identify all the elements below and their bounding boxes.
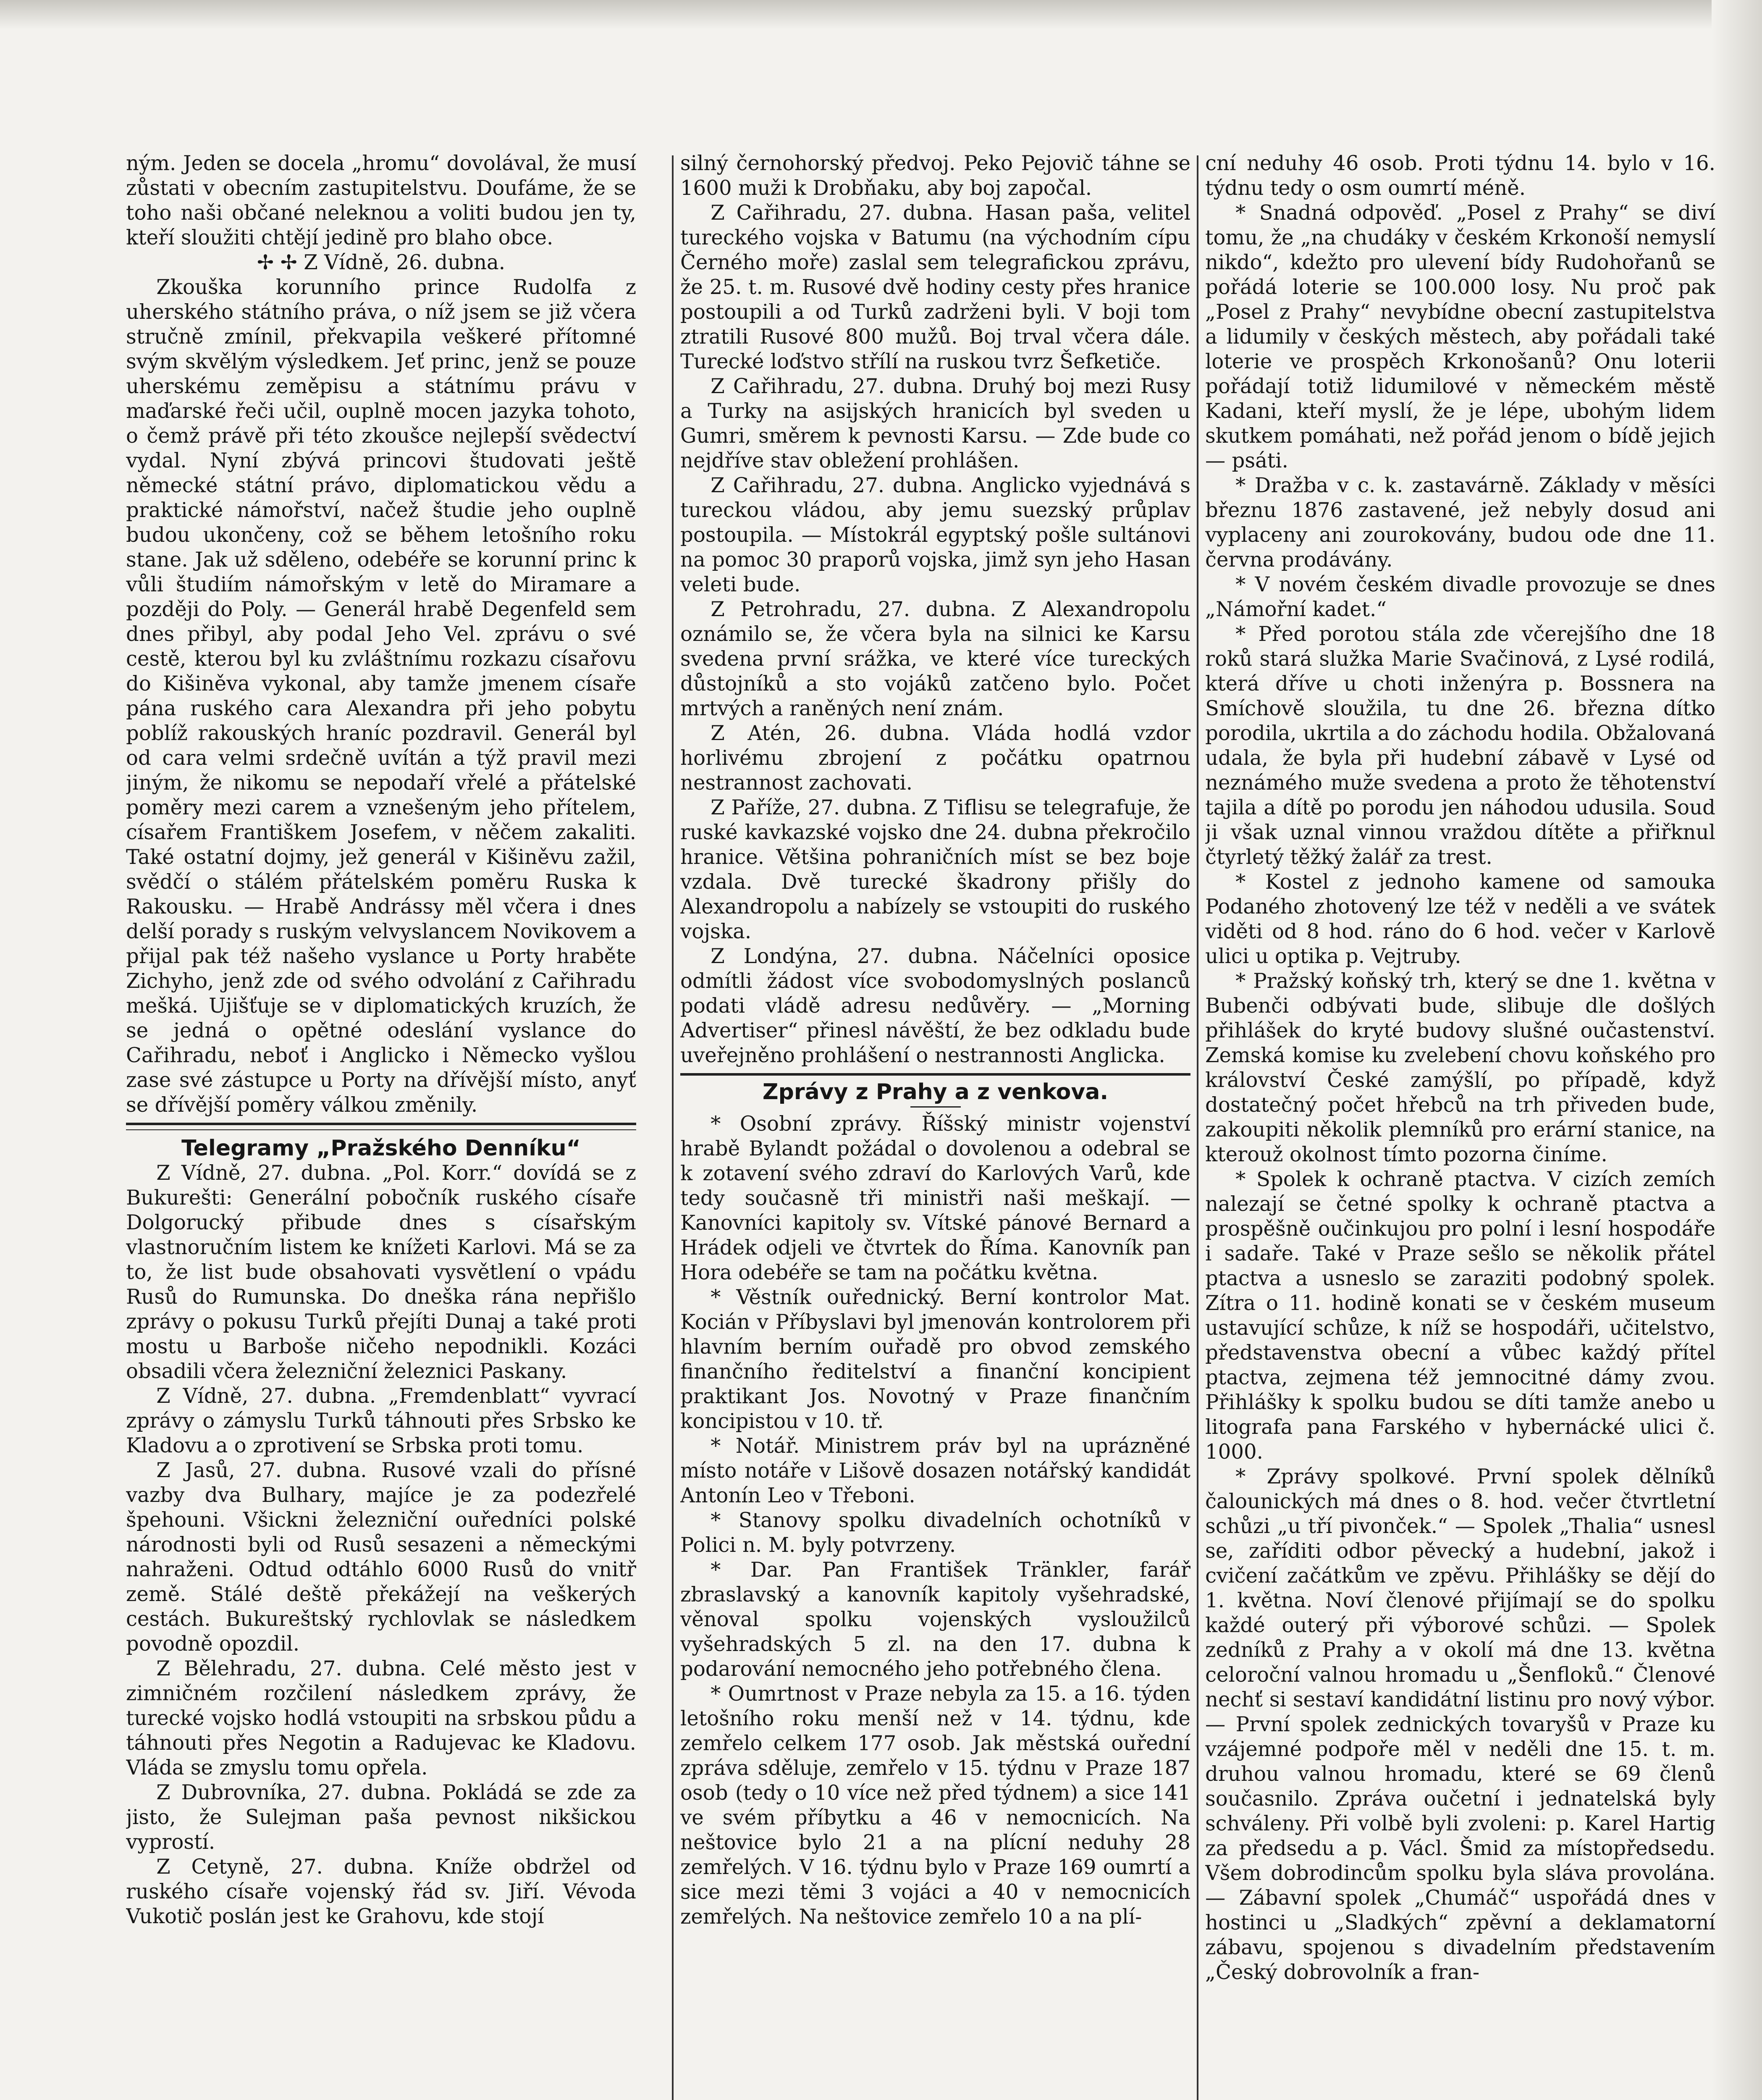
news-item: * Věstník ouřednický. Berní kontrolor Mat. Kocián v Příbyslavi byl jmenován kontrolorem při hlavním berním ouřadě pro obvod zemského finančního ředitelství a finanční koncipient praktikant Jos. Novotný v Praze finančním koncipistou v 10. tř.: [680, 1286, 1190, 1433]
column-2: [680, 151, 1190, 2100]
telegram-item: Z Cetyně, 27. dubna. Kníže obdržel od ruského císaře vojenský řád sv. Jiří. Vévoda Vukotič poslán jest ke Grahovu, kde stojí: [126, 1855, 636, 1928]
news-item: * Osobní zprávy. Říšský ministr vojenství hrabě Bylandt požádal o dovolenou a odebral se k zotavení svého zdraví do Karlových Varů, kde tedy současně tři ministři naši meškají. — Kanovníci kapitoly sv. Vítské pánové Bernard a Hrádek odjeli ve čtvrtek do Říma. Kanovník pan Hora odebéře se tam na počátku května.: [680, 1112, 1190, 1284]
section-heading-telegrams: Telegramy „Pražského Denníku“: [181, 1136, 581, 1161]
paragraph: silný černohorský předvoj. Peko Pejovič táhne se 1600 muži k Drobňaku, aby boj započal.: [680, 152, 1190, 200]
paragraph: cní neduhy 46 osob. Proti týdnu 14. bylo v 16. týdnu tedy o osm oumrtí méně.: [1205, 152, 1715, 200]
scan-right-edge: [1712, 0, 1762, 2100]
news-item: * Dar. Pan František Tränkler, farář zbraslavský a kanovník kapitoly vyšehradské, věnoval spolku vojenských vysloužilců vyšehradských 5 zl. na den 17. dubna k podarování nemocného jeho potřebného člena.: [680, 1558, 1190, 1681]
column-rule-1: [672, 155, 674, 2100]
news-item: * Snadná odpověď. „Posel z Prahy“ se diví tomu, že „na chudáky v českém Krkonoší nemyslí nikdo“, kdežto pro ulevení bídy Rudohořanů se pořádá loterie se 100.000 losy. Nu proč pak „Posel z Prahy“ nevybídne obecní zastupitelstva a lidumily v českých městech, aby pořádali také loterie ve prospěch Krkonošanů? Onu loterii pořádají totiž lidumilové v německém městě Kadani, kteří myslí, že je lépe, ubohým lidem skutkem pomáhati, než pořád jenom o bídě jejich — psáti.: [1205, 201, 1715, 472]
news-item: * Spolek k ochraně ptactva. V cizích zemích nalezají se četné spolky k ochraně ptactva a prospěšně oučinkujou pro polní i lesní hospodáře i sadaře. Také v Praze sešlo se několik přátel ptactva a usneslo se zaraziti podobný spolek. Zítra o 11. hodině konati se v českém museum ustavující schůze, k níž se hospodáři, učitelstvo, představenstva obecní a vůbec každý přítel ptactva, zejmena též jemnocitné dámy zvou. Přihlášky k spolku budou se díti tamže anebo u litografa pana Farského v hybernácké ulici č. 1000.: [1205, 1168, 1715, 1464]
news-item: * Stanovy spolku divadelních ochotníků v Polici n. M. byly potvrzeny.: [680, 1509, 1190, 1557]
telegram-item: Z Paříže, 27. dubna. Z Tiflisu se telegrafuje, že ruské kavkazské vojsko dne 24. dubna překročilo hranice. Většina pohraničních míst se bez boje vzdala. Dvě turecké škadrony přišly do Alexandropolu a nabízely se vstoupiti do ruského vojska.: [680, 796, 1190, 943]
news-item: * Zprávy spolkové. První spolek dělníků čalounických má dnes o 8. hod. večer čtvrtletní schůzi „u tří pivonček.“ — Spolek „Thalia“ usnesl se, zaříditi odbor pěvecký a hudební, jakož i cvičení začátkům ve zpěvu. Přihlášky se dějí do 1. května. Noví členové přijímají se do spolku každé outerý při výborové schůzi. — Spolek zedníků z Prahy a v okolí má dne 13. května celoroční valnou hromadu u „Šenfloků.“ Členové nechť si sestaví kandidátní listinu pro nový výbor. — První spolek zednických tovaryšů v Praze ku vzájemné podpoře měl v neděli dne 15. t. m. druhou valnou hromadu, které se 69 členů současnilo. Zpráva oučetní i jednatelská byly schváleny. Při volbě byli zvoleni: p. Karel Hartig za předsedu a p. Václ. Šmid za místopředsedu. Všem dobrodincům spolku byla sláva provolána. — Zábavní spolek „Chumáč“ uspořádá dnes v hostinci u „Sladkých“ zpěvní a deklamatorní zábavu, spojenou s divadelním představením „Český dobrovolník a fran-: [1205, 1465, 1715, 1984]
telegram-item: Z Vídně, 27. dubna. „Fremdenblatt“ vyvrací zprávy o zámyslu Turků táhnouti přes Srbsko ke Kladovu a o zprotivení se Srbska proti tomu.: [126, 1384, 636, 1457]
news-item: * V novém českém divadle provozuje se dnes „Námořní kadet.“: [1205, 573, 1715, 621]
section-rule-thin: [126, 1129, 636, 1130]
section-rule: [680, 1073, 1190, 1076]
telegram-item: Z Petrohradu, 27. dubna. Z Alexandropolu oznámilo se, že včera byla na silnici ke Karsu svedena první srážka, ve které více tureckých důstojníků a sto vojáků zatčeno bylo. Počet mrtvých a raněných není znám.: [680, 598, 1190, 720]
column-1: [126, 151, 636, 2100]
paragraph: ným. Jeden se docela „hromu“ dovolával, že musí zůstati v obecním zastupitelstvu. Doufáme, že se toho naši občané neleknou a voliti budou jen ty, kteří sloužiti chtějí jedině pro blaho obce.: [126, 152, 636, 249]
telegram-item: Z Cařihradu, 27. dubna. Hasan paša, velitel tureckého vojska v Batumu (na východním cípu Černého moře) zaslal sem telegrafickou zprávu, že 25. t. m. Rusové dvě hodiny cesty přes hranice postoupili a od Turků zadrženi byli. V boji tom ztratili Rusové 800 mužů. Boj trval včera dále. Turecké loďstvo střílí na ruskou tvrz Šefketiče.: [680, 201, 1190, 373]
news-item: * Oumrtnost v Praze nebyla za 15. a 16. týden letošního roku menší než v 14. týdnu, kde zemřelo celkem 177 osob. Jak městská ouřední zpráva sděluje, zemřelo v 15. týdnu v Praze 187 osob (tedy o 10 více než před týdnem) a sice 141 ve svém příbytku a 46 v nemocnicích. Na neštovice bylo 21 a na plícní neduhy 28 zemřelých. V 16. týdnu bylo v Praze 169 oumrtí a sice mezi těmi 3 vojáci a 40 v nemocnicích zemřelých. Na neštovice zemřelo 10 a na plí-: [680, 1682, 1190, 1929]
telegram-item: Z Vídně, 27. dubna. „Pol. Korr.“ dovídá se z Bukurešti: Generální pobočník ruského císaře Dolgorucký přibude dnes s císařským vlastnoručním listem ke knížeti Karlovi. Má se za to, že list bude obsahovati vysvětlení o vpádu Rusů do Rumunska. Do dneška rána nepřišlo zprávy o pokusu Turků přejíti Dunaj a také proti mostu u Barboše ničeho nepodnikli. Kozáci obsadili včera železniční železnici Paskany.: [126, 1161, 636, 1383]
news-item: * Pražský koňský trh, který se dne 1. května v Bubenči odbývati bude, slibuje dle došlých přihlášek do kryté budovy slušné oučastenství. Zemská komise ku zvelebení chovu koňského pro království České zamýšlí, po případě, když dostatečný počet hřebců na trh přiveden bude, zakoupiti několik plemníků pro erární stanice, na kterouž okolnost tímto pozorna činíme.: [1205, 969, 1715, 1166]
telegram-item: Z Atén, 26. dubna. Vláda hodlá vzdor horlivému zbrojení z počátku opatrnou nestrannost zachovati.: [680, 722, 1190, 795]
section-rule: [126, 1123, 636, 1125]
telegram-item: Z Cařihradu, 27. dubna. Druhý boj mezi Rusy a Turky na asijských hranicích byl sveden u Gumri, směrem k pevnosti Karsu. — Zde bude co nejdříve stav obležení prohlášen.: [680, 375, 1190, 472]
telegram-item: Z Jasů, 27. dubna. Rusové vzali do přísné vazby dva Bulhary, majíce je za podezřelé špehouni. Všickni železniční ouředníci polské národnosti byli od Rusů sesazeni a německými nahraženi. Odtud odtáhlo 6000 Rusů do vnitř země. Stálé deště překážejí na veškerých cestách. Bukureštský rychlovlak se následkem povodně opozdil.: [126, 1459, 636, 1656]
telegram-item: Z Bělehradu, 27. dubna. Celé město jest v zimničném rozčilení následkem zprávy, že turecké vojsko hodlá vstoupiti na srbskou půdu a táhnouti přes Negotin a Radujevac ke Kladovu. Vláda se zmyslu tomu opřela.: [126, 1657, 636, 1780]
column-3: [1205, 151, 1715, 2100]
news-item: * Kostel z jednoho kamene od samouka Podaného zhotovený lze též v neděli a ve svátek viděti od 8 hod. ráno do 6 hod. večer v Karlově ulici u optika p. Vejtruby.: [1205, 870, 1715, 968]
column-rule-2: [1197, 155, 1198, 2100]
scan-top-edge: [0, 0, 1762, 29]
news-item: * Před porotou stála zde včerejšího dne 18 roků stará služka Marie Svačinová, z Lysé rodilá, která dříve u choti inženýra p. Bossnera na Smíchově sloužila, tu dne 26. března dítko porodila, ukrtila a do záchodu hodila. Obžalovaná udala, že byla při hudební zábavě v Lysé od neznámého muže svedena a proto že těhotenství tajila a dítě po porodu jen náhodou udusila. Soud ji však uznal vinnou vraždou dítěte a přiřknul čtyrletý těžký žalář za trest.: [1205, 622, 1715, 869]
telegram-item: Z Londýna, 27. dubna. Náčelníci oposice odmítli žádost více svobodomyslných poslanců podati vládě adresu nedůvěry. — „Morning Advertiser“ přinesl návěští, že bez odkladu bude uveřejněno prohlášení o nestrannosti Anglicka.: [680, 945, 1190, 1067]
dateline-vienna: ✢ ✢ Z Vídně, 26. dubna.: [257, 251, 506, 274]
telegram-item: Z Dubrovníka, 27. dubna. Pokládá se zde za jisto, že Sulejman paša pevnost nikšickou vyprostí.: [126, 1781, 636, 1854]
news-item: * Dražba v c. k. zastavárně. Základy v měsíci březnu 1876 zastavené, jež nebyly dosud ani vyplaceny ani zourokovány, budou ode dne 11. června prodávány.: [1205, 474, 1715, 572]
telegram-item: Z Cařihradu, 27. dubna. Anglicko vyjednává s tureckou vládou, aby jemu suezský průplav postoupila. — Místokrál egyptský pošle sultánovi na pomoc 30 praporů vojska, jimž syn jeho Hasan veleti bude.: [680, 474, 1190, 596]
news-item: * Notář. Ministrem práv byl na uprázněné místo notáře v Lišově dosazen notářský kandidát Antonín Leo v Třeboni.: [680, 1434, 1190, 1507]
section-heading-prague-news: Zprávy z Prahy a z venkova.: [762, 1079, 1109, 1105]
paragraph: Zkouška korunního prince Rudolfa z uherského státního práva, o níž jsem se již včera stručně zmínil, překvapila veškeré přítomné svým skvělým výsledkem. Jeť princ, jenž se pouze uherskému zeměpisu a státnímu právu v maďarské řeči učil, ouplně mocen jazyka tohoto, o čemž právě při této zkoušce nejlepší svědectví vydal. Nyní zbývá princovi študovati ještě německé státní právo, diplomatickou vědu a praktické námořství, načež študie jeho ouplně budou ukončeny, což se během letošního roku stane. Jak už sděleno, odebéře se korunní princ k vůli študiím námořským v letě do Miramare a později do Poly. — Generál hrabě Degenfeld sem dnes přibyl, aby podal Jeho Vel. zprávu o své cestě, kterou byl ku zvláštnímu rozkazu císařovu do Kišiněva vykonal, aby tamže jmenem císaře pána ruského cara Alexandra při jeho pobytu poblíž rakouských hraníc pozdravil. Generál byl od cara velmi srdečně uvítán a týž pravil mezi jiným, že nikomu se nepodaří vřelé a přátelské poměry mezi carem a vznešeným jeho přítelem, císařem Františkem Josefem, v něčem zakaliti. Také ostatní dojmy, jež generál v Kišiněvu zažil, svědčí o stálém přátelském poměru Ruska k Rakousku. — Hrabě Andrássy měl včera i dnes delší porady s ruským velvyslancem Novikovem a přijal pak též našeho vyslance u Porty hraběte Zichyho, jenž zde od svého odvolání z Cařihradu mešká. Ujišťuje se v diplomatických kruzích, že se jedná o opětné odeslání vyslance do Cařihradu, neboť i Anglicko i Německo vyšlou zase své zástupce u Porty na dřívější místo, anyť se dřívější poměry válkou změnily.: [126, 276, 636, 1117]
heading-underline: [910, 1106, 961, 1108]
